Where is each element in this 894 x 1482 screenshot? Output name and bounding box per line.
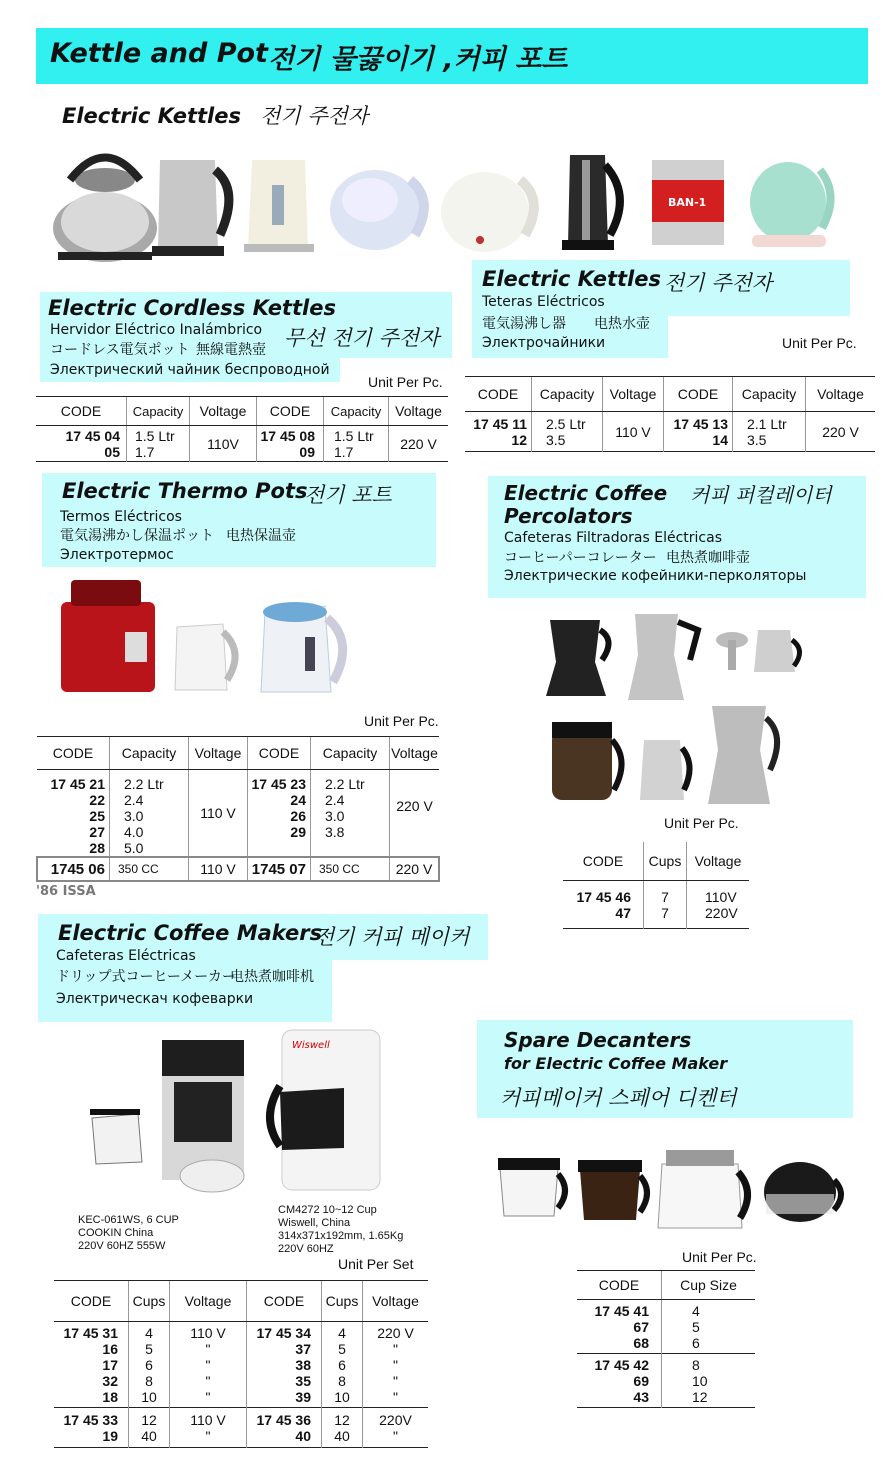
code-cell: 17 45 04 05 xyxy=(65,427,120,460)
thermo-title-ko: 전기 포트 xyxy=(304,483,392,507)
mint-kettle xyxy=(750,162,831,247)
size-cell: 8 10 12 xyxy=(662,1354,756,1408)
table-row xyxy=(36,426,448,462)
voltage-cell: 110 V " " " " xyxy=(170,1322,247,1408)
table-row xyxy=(37,770,439,858)
makers-unit: Unit Per Set xyxy=(338,1256,414,1272)
white-coffee-maker xyxy=(270,1030,380,1190)
code-cell: 17 45 33 19 xyxy=(63,1411,118,1444)
red-pot-kettle xyxy=(652,160,724,245)
blue-white-kettle xyxy=(330,170,424,250)
cups-cell: 12 40 xyxy=(322,1408,363,1448)
steel-dome-kettle xyxy=(53,158,157,263)
col-header: Voltage xyxy=(190,397,257,426)
col-header: Capacity xyxy=(532,377,603,412)
voltage-cell: 110V xyxy=(190,426,257,462)
thermo-zh: 电热保温壶 xyxy=(226,528,296,544)
col-header: Voltage xyxy=(687,842,750,881)
col-header: CODE xyxy=(36,397,127,426)
col-header: Capacity xyxy=(311,737,390,770)
cups-cell: 4 5 6 8 10 xyxy=(129,1322,170,1408)
maker2-caption: CM4272 10~12 Cup Wiswell, China 314x371x192mm, 1.65Kg 220V 60HZ xyxy=(278,1204,404,1255)
col-header: CODE xyxy=(664,377,733,412)
percolators-es: Cafeteras Filtradoras Eléctricas xyxy=(504,530,722,546)
white-jug-kettle xyxy=(244,160,314,252)
kettles-top-title-ko: 전기 주전자 xyxy=(260,104,369,128)
cordless-ru: Электрический чайник беспроводной xyxy=(50,362,330,378)
kettles-table xyxy=(465,376,875,452)
table-row xyxy=(54,1408,428,1448)
decanters-title-en: Spare Decanters xyxy=(504,1028,692,1052)
col-header: Voltage xyxy=(389,397,449,426)
kettles-unit: Unit Per Pc. xyxy=(782,335,857,351)
thermo-pot-photos xyxy=(55,572,375,702)
capacity-cell: 2.5 Ltr 3.5 xyxy=(532,412,603,452)
decanter-1 xyxy=(498,1158,565,1216)
cups-cell: 12 40 xyxy=(129,1408,170,1448)
makers-ru: Электрическач кофеварки xyxy=(56,991,254,1007)
cordless-title-ko: 무선 전기 주전자 xyxy=(284,326,440,350)
header-title-en: Kettle and Pot xyxy=(50,38,268,69)
capacity-cell: 1.5 Ltr 1.7 xyxy=(324,426,389,462)
decanter-3 xyxy=(658,1150,748,1228)
voltage-cell: 110 V xyxy=(603,412,664,452)
code-cell: 17 45 36 40 xyxy=(247,1408,322,1448)
table-row xyxy=(54,1322,428,1408)
thermo-note: '86 ISSA xyxy=(36,884,96,899)
makers-title-ko: 전기 커피 메이커 xyxy=(314,925,470,949)
steel-jug-kettle xyxy=(152,160,229,256)
kettles-title-ko: 전기 주전자 xyxy=(664,271,773,295)
voltage-cell: 220 V xyxy=(390,857,440,881)
steel-electric-percolator xyxy=(640,740,690,800)
col-header: CODE xyxy=(577,1271,662,1300)
col-header: CODE xyxy=(247,1281,322,1322)
makers-title-en: Electric Coffee Makers xyxy=(58,921,323,945)
black-percolator-kettle xyxy=(562,155,620,250)
kettles-es: Teteras Eléctricos xyxy=(482,294,605,310)
percolators-ru: Электрические кофейники-перколяторы xyxy=(504,568,807,584)
header-title-ko: 전기 물끓이기 ,커피 포트 xyxy=(268,44,568,75)
capacity-cell: 350 CC xyxy=(311,857,390,881)
table-row xyxy=(37,857,439,881)
glass-percolator xyxy=(552,722,622,800)
maker1-caption: KEC-061WS, 6 CUP COOKIN China 220V 60HZ 555W xyxy=(78,1214,179,1252)
small-percolator-set xyxy=(716,630,800,672)
thermo-unit: Unit Per Pc. xyxy=(364,713,439,729)
col-header: Voltage xyxy=(390,737,440,770)
col-header: Capacity xyxy=(733,377,806,412)
cordless-ja: コードレス電気ポット xyxy=(50,342,190,358)
makers-ja: ドリップ式コーヒーメーカー xyxy=(56,969,236,985)
percolators-unit: Unit Per Pc. xyxy=(664,815,739,831)
coffee-maker-photos xyxy=(82,1026,402,1206)
percolators-table xyxy=(563,842,749,929)
cups-cell: 7 7 xyxy=(644,881,687,929)
kettles-top-heading xyxy=(62,100,368,130)
voltage-cell: 110 V " xyxy=(170,1408,247,1448)
thermo-title-en: Electric Thermo Pots xyxy=(62,479,308,503)
cups-cell: 4 5 6 8 10 xyxy=(322,1322,363,1408)
code-cell: 17 45 41 67 68 xyxy=(594,1302,649,1351)
decanters-subtitle: for Electric Coffee Maker xyxy=(504,1054,728,1073)
black-moka-pot xyxy=(546,620,609,696)
cordless-unit: Unit Per Pc. xyxy=(368,374,443,390)
capacity-cell: 2.1 Ltr 3.5 xyxy=(733,412,806,452)
percolators-zh: 电热煮咖啡壶 xyxy=(666,550,750,566)
cream-kettle xyxy=(441,172,534,252)
kettles-title-en: Electric Kettles xyxy=(482,267,661,291)
page-header xyxy=(36,28,868,84)
cordless-es: Hervidor Eléctrico Inalámbrico xyxy=(50,322,263,338)
capacity-cell: 350 CC xyxy=(110,857,189,881)
size-cell: 4 5 6 xyxy=(662,1300,756,1354)
black-coffee-maker xyxy=(90,1040,244,1192)
makers-table xyxy=(54,1280,428,1448)
red-airpot xyxy=(61,580,155,692)
col-header: Voltage xyxy=(170,1281,247,1322)
voltage-cell: 220 V xyxy=(390,770,440,858)
code-cell: 17 45 42 69 43 xyxy=(594,1356,649,1405)
svg-text:BAN-1: BAN-1 xyxy=(668,196,707,209)
table-row xyxy=(577,1354,755,1408)
cordless-title-en: Electric Cordless Kettles xyxy=(48,296,336,320)
col-header: Capacity xyxy=(127,397,190,426)
col-header: Voltage xyxy=(189,737,248,770)
code-cell: 17 45 46 47 xyxy=(576,888,631,921)
cordless-zh: 無線電熱壺 xyxy=(196,342,266,358)
capacity-cell: 2.2 Ltr 2.4 3.0 4.0 5.0 xyxy=(110,770,189,858)
voltage-cell: 220 V xyxy=(806,412,876,452)
percolators-ja: コーヒーパーコレーター xyxy=(504,550,657,566)
decanter-2 xyxy=(578,1160,647,1220)
makers-es: Cafeteras Eléctricas xyxy=(56,948,196,964)
table-row xyxy=(563,881,749,929)
col-header: CODE xyxy=(54,1281,129,1322)
voltage-cell: 220 V xyxy=(389,426,449,462)
code-cell: 1745 07 xyxy=(248,857,311,881)
makers-zh: 电热煮咖啡机 xyxy=(230,969,314,985)
col-header: CODE xyxy=(257,397,324,426)
col-header: CODE xyxy=(563,842,644,881)
kettles-top-title-en: Electric Kettles xyxy=(62,104,241,128)
kettles-zh: 电热水壶 xyxy=(594,316,650,332)
voltage-cell: 110 V xyxy=(189,857,248,881)
col-header: Cup Size xyxy=(662,1271,756,1300)
voltage-cell: 110V 220V xyxy=(687,881,750,929)
wiswell-logo-text: Wiswell xyxy=(292,1040,330,1051)
percolator-photos xyxy=(540,600,810,810)
code-cell: 17 45 11 12 xyxy=(473,415,527,448)
kettles-ru: Электрочайники xyxy=(482,335,606,351)
decanters-unit: Unit Per Pc. xyxy=(682,1249,757,1265)
thermo-ru: Электротермос xyxy=(60,547,174,563)
col-header: Cups xyxy=(644,842,687,881)
cordless-table xyxy=(36,396,448,462)
code-cell: 17 45 34 37 38 35 39 xyxy=(247,1322,322,1408)
percolators-title-ko: 커피 퍼컬레이터 xyxy=(690,483,832,507)
code-cell: 17 45 21 22 25 27 28 xyxy=(50,776,105,856)
col-header: Voltage xyxy=(603,377,664,412)
tall-steel-espresso-pot xyxy=(708,706,777,804)
decanter-4 xyxy=(764,1162,841,1222)
col-header: Capacity xyxy=(324,397,389,426)
kettle-product-photos xyxy=(40,140,840,265)
col-header: CODE xyxy=(37,737,110,770)
voltage-cell: 220 V " " " " xyxy=(363,1322,429,1408)
code-cell: 17 45 31 16 17 32 18 xyxy=(63,1324,118,1405)
col-header: Voltage xyxy=(806,377,876,412)
voltage-cell: 220V " xyxy=(363,1408,429,1448)
code-cell: 17 45 08 09 xyxy=(257,426,324,462)
decanters-table xyxy=(577,1270,755,1408)
capacity-cell: 1.5 Ltr 1.7 xyxy=(127,426,190,462)
thermo-es: Termos Eléctricos xyxy=(60,509,182,525)
voltage-cell: 110 V xyxy=(189,770,248,858)
col-header: Cups xyxy=(129,1281,170,1322)
capacity-cell: 2.2 Ltr 2.4 3.0 3.8 xyxy=(311,770,390,858)
col-header: Capacity xyxy=(110,737,189,770)
code-cell: 17 45 13 14 xyxy=(664,412,733,452)
col-header: Voltage xyxy=(363,1281,429,1322)
white-small-kettle xyxy=(175,624,235,690)
table-row xyxy=(577,1300,755,1354)
steel-moka-pot xyxy=(628,614,698,700)
blue-jug-kettle xyxy=(261,602,343,692)
code-cell: 17 45 23 24 26 29 xyxy=(248,770,311,858)
kettles-ja: 電気湯沸し器 xyxy=(482,316,566,332)
decanter-photos xyxy=(494,1142,854,1242)
percolators-title-en: Electric Coffee Percolators xyxy=(504,481,668,528)
col-header: Cups xyxy=(322,1281,363,1322)
table-row xyxy=(465,412,875,452)
col-header: CODE xyxy=(248,737,311,770)
thermo-table xyxy=(36,736,440,882)
col-header: CODE xyxy=(465,377,532,412)
decanters-title-ko: 커피메이커 스페어 디켄터 xyxy=(500,1086,737,1110)
code-cell: 1745 06 xyxy=(50,860,105,878)
thermo-ja: 電気湯沸かし保温ポット xyxy=(60,528,214,544)
